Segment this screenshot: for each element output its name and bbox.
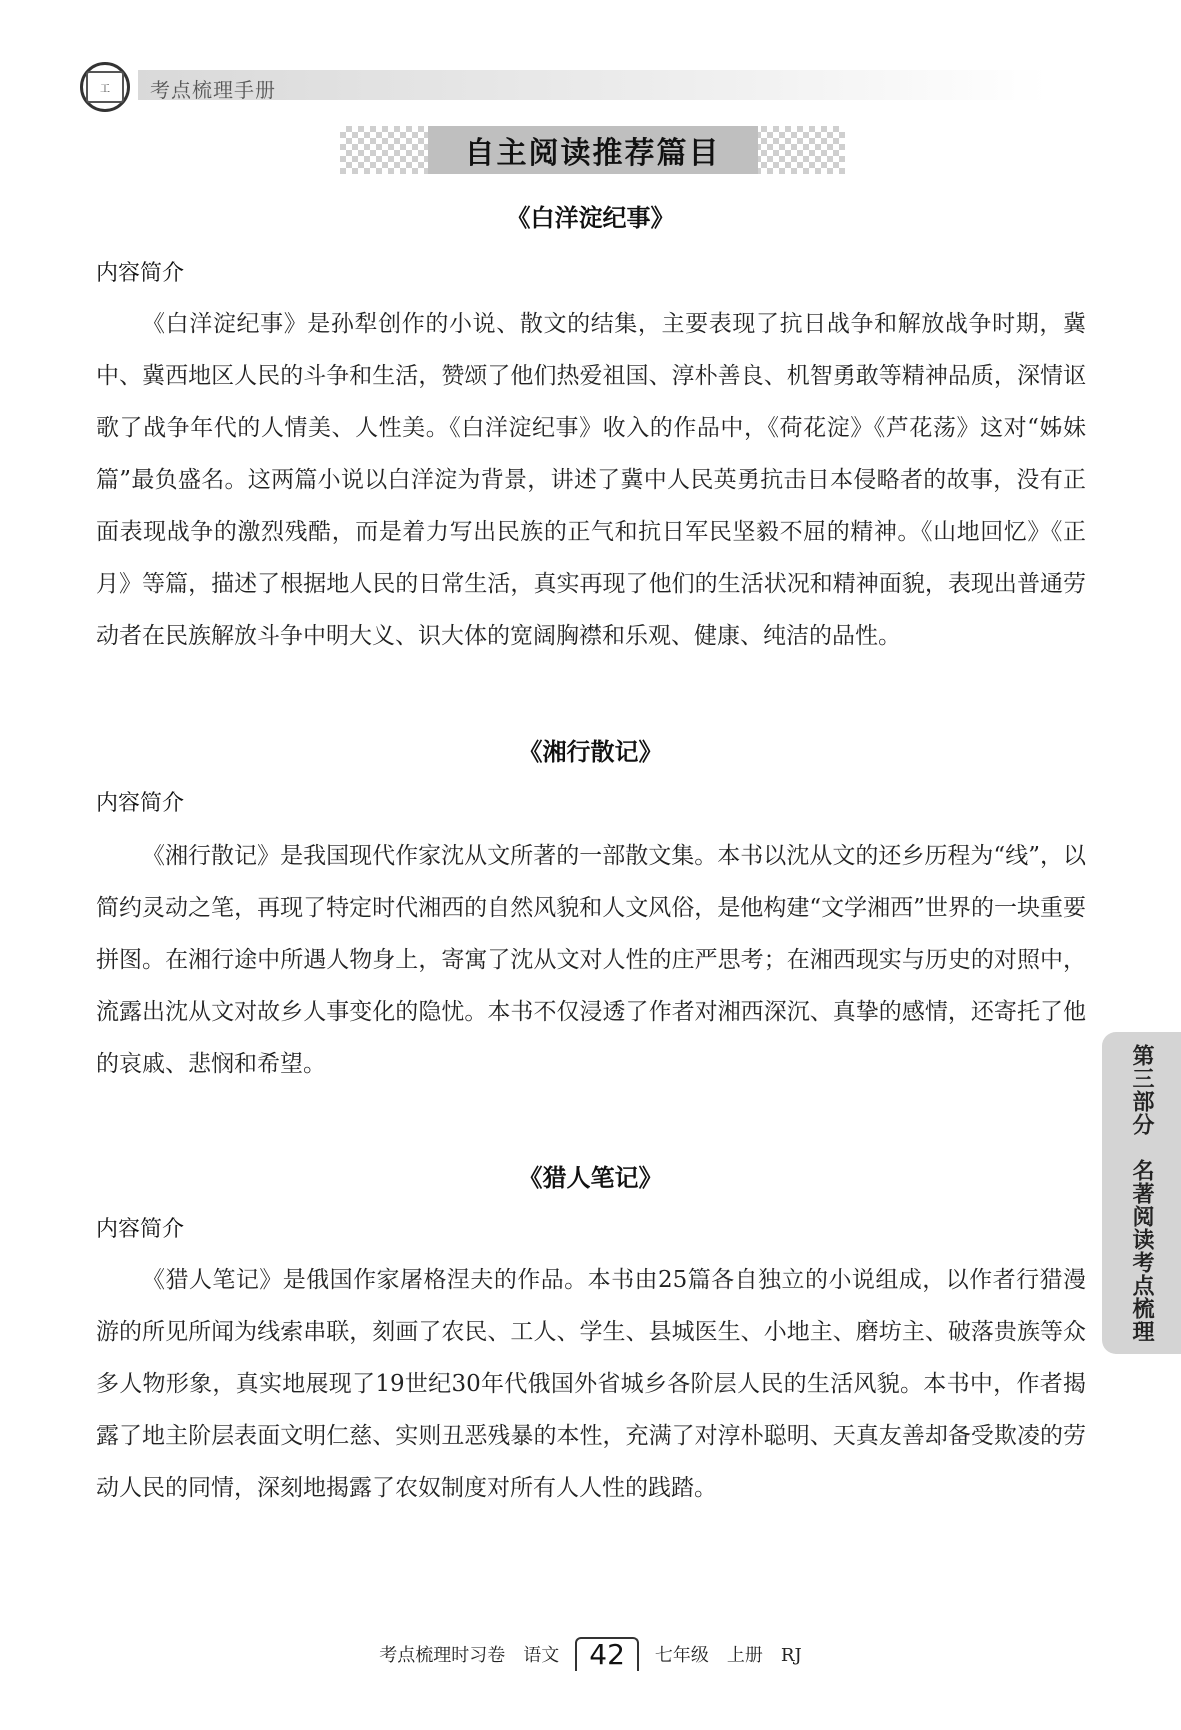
- content-intro-heading: 内容简介: [96, 1217, 185, 1242]
- page-number: 42: [575, 1637, 639, 1671]
- book-summary: 《猎人笔记》是俄国作家屠格涅夫的作品。本书由25篇各自独立的小说组成，以作者行猎漫游的所见所闻为线索串联，刻画了农民、工人、学生、县城医生、小地主、磨坊主、破落贵族等众多人物形象，真实地展现了19世纪30年代俄国外省城乡各阶层人民的生活风貌。本书中，作者揭露了地主阶层表面文明仁慈、实则丑恶残暴的本性，充满了对淳朴聪明、天真友善却备受欺凌的劳动人民的同情，深刻地揭露了农奴制度对所有人人性的践踏。: [96, 1267, 1086, 1501]
- header-title: 考点梳理手册: [150, 78, 276, 102]
- side-tab-label: 第三部分 名著阅读考点梳理: [1129, 1044, 1154, 1343]
- content-intro-heading: 内容简介: [96, 261, 185, 286]
- content-intro-heading: 内容简介: [96, 791, 185, 816]
- footer-right-text: 七年级 上册 RJ: [654, 1645, 802, 1666]
- checker-decoration-right: [755, 126, 845, 174]
- publisher-logo: [80, 62, 130, 112]
- page-header: [80, 62, 1110, 104]
- section-title: [340, 126, 845, 174]
- section-side-tab: [1102, 1032, 1181, 1354]
- page-footer: [0, 1634, 1181, 1674]
- section-title-text: 自主阅读推荐篇目: [428, 126, 758, 174]
- footer-left-text: 考点梳理时习卷 语文: [379, 1645, 560, 1666]
- book-summary: 《湘行散记》是我国现代作家沈从文所著的一部散文集。本书以沈从文的还乡历程为“线”，以简约灵动之笔，再现了特定时代湘西的自然风貌和人文风俗，是他构建“文学湘西”世界的一块重要拼图。在湘行途中所遇人物身上，寄寓了沈从文对人性的庄严思考；在湘西现实与历史的对照中，流露出沈从文对故乡人事变化的隐忧。本书不仅浸透了作者对湘西深沉、真挚的感情，还寄托了他的哀戚、悲悯和希望。: [96, 843, 1086, 1077]
- logo-emblem: 工: [86, 71, 124, 103]
- checker-decoration-left: [340, 126, 430, 174]
- book-title: 《湘行散记》: [518, 738, 663, 766]
- book-summary: 《白洋淀纪事》是孙犁创作的小说、散文的结集，主要表现了抗日战争和解放战争时期，冀中、冀西地区人民的斗争和生活，赞颂了他们热爱祖国、淳朴善良、机智勇敢等精神品质，深情讴歌了战争年代的人情美、人性美。《白洋淀纪事》收入的作品中，《荷花淀》《芦花荡》这对“姊妹篇”最负盛名。这两篇小说以白洋淀为背景，讲述了冀中人民英勇抗击日本侵略者的故事，没有正面表现战争的激烈残酷，而是着力写出民族的正气和抗日军民坚毅不屈的精神。《山地回忆》《正月》等篇，描述了根据地人民的日常生活，真实再现了他们的生活状况和精神面貌，表现出普通劳动者在民族解放斗争中明大义、识大体的宽阔胸襟和乐观、健康、纯洁的品性。: [96, 311, 1086, 649]
- book-title: 《猎人笔记》: [518, 1164, 663, 1192]
- book-title: 《白洋淀纪事》: [506, 204, 675, 232]
